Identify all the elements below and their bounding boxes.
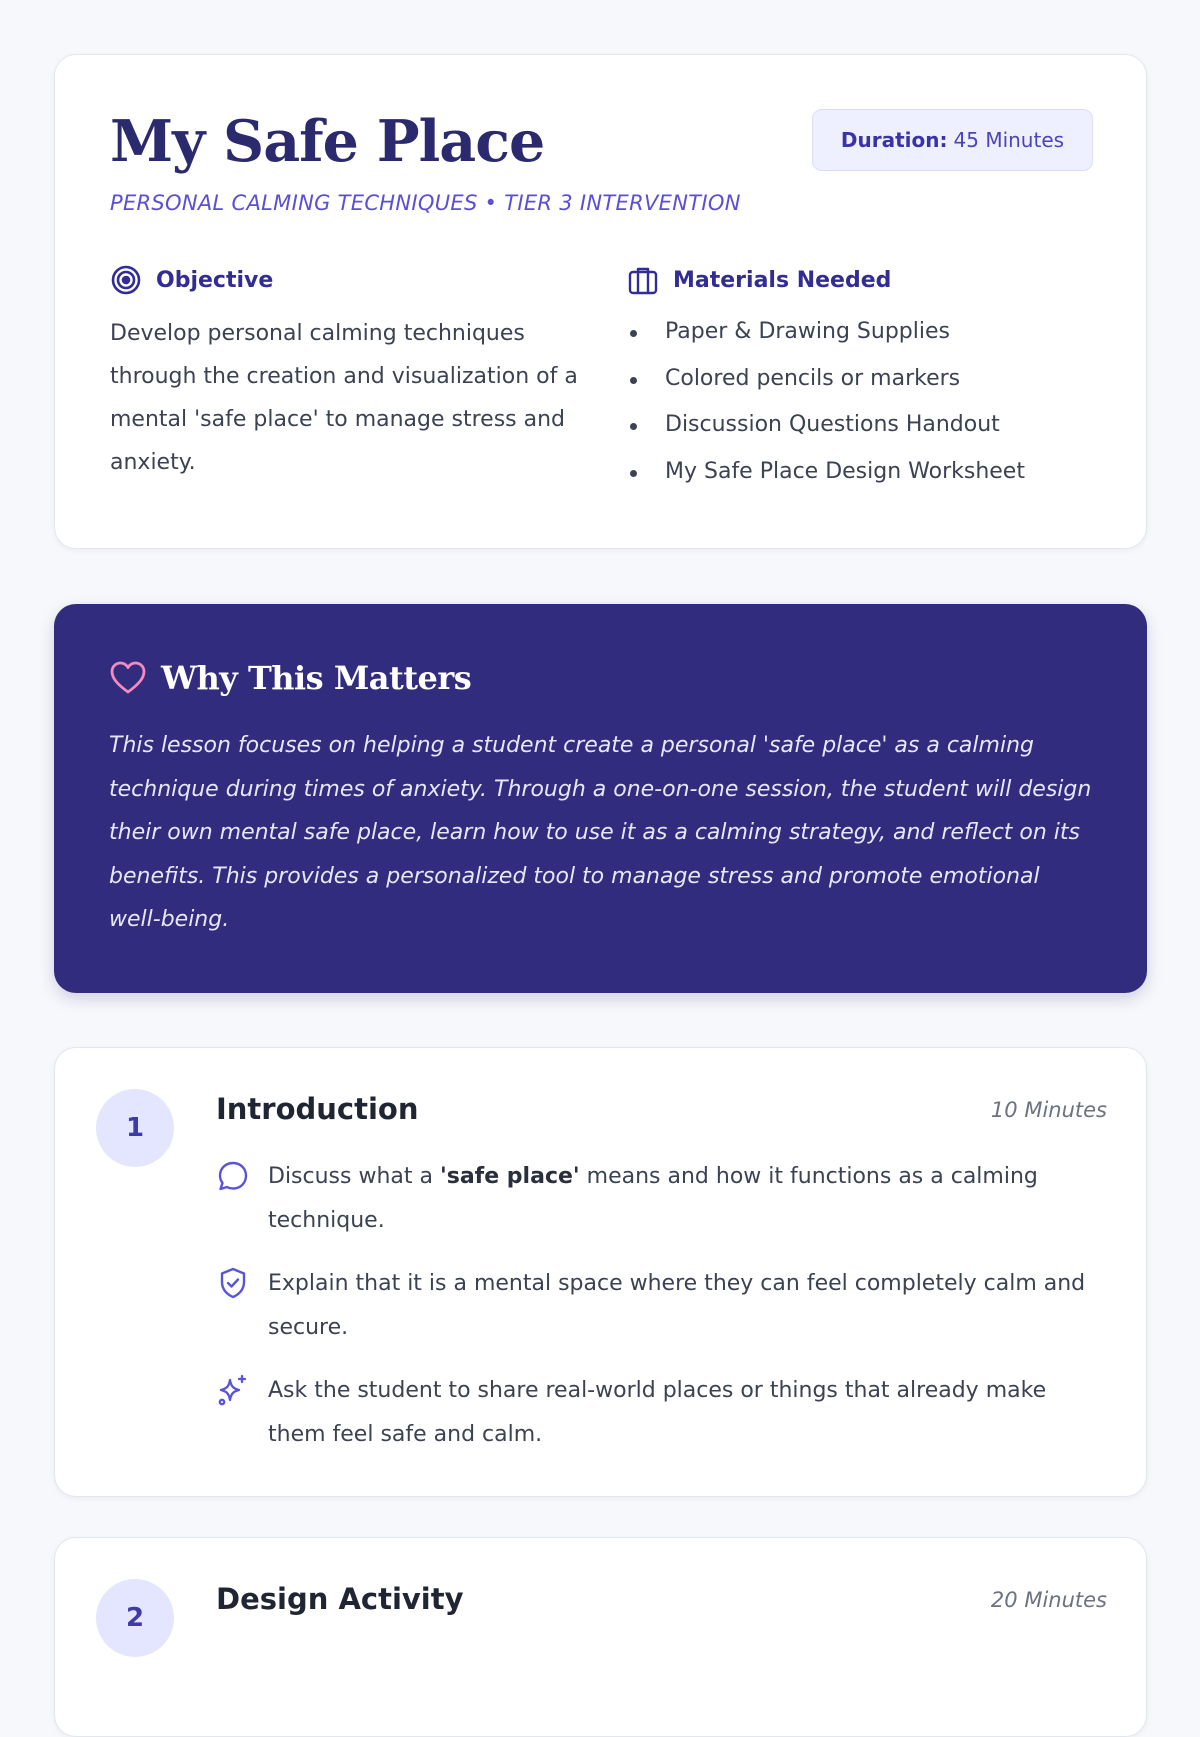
objective-heading [110, 264, 273, 296]
target-icon [110, 264, 142, 296]
step-card [54, 1047, 1147, 1497]
materials-list-item: Discussion Questions Handout [627, 402, 1107, 449]
why-text: This lesson focuses on helping a student create a personal 'safe place' as a calming technique during times of anxiety. Through a one-on-one session, the student will design their own mental safe place, learn how to use it as a calming strategy, and reflect on its benefits. This provides a personalized tool to manage stress and promote emotional well-being. [109, 733, 1092, 932]
lesson-header-card [54, 54, 1147, 549]
objective-text: Develop personal calming techniques through the creation and visualization of a mental 'safe place' to manage stress and anxiety. [110, 321, 578, 475]
step-title: Design Activity [216, 1582, 464, 1616]
sparkles-icon [216, 1373, 250, 1407]
step-title: Introduction [216, 1092, 419, 1126]
objective-heading-label: Objective [156, 267, 274, 293]
step-duration: 20 Minutes [990, 1588, 1107, 1612]
chat-bubble-icon [216, 1159, 250, 1193]
shield-check-icon [216, 1266, 250, 1300]
step-item [216, 1369, 1096, 1456]
why-heading [109, 659, 471, 697]
materials-heading [627, 264, 891, 296]
duration-value: 45 Minutes [953, 128, 1065, 152]
duration-label: Duration: [840, 128, 948, 152]
step-duration: 10 Minutes [990, 1098, 1107, 1122]
why-this-matters-card [54, 604, 1147, 993]
duration-badge [812, 109, 1093, 171]
materials-heading-label: Materials Needed [673, 267, 892, 293]
materials-list [627, 309, 1107, 495]
step-item [216, 1262, 1096, 1349]
page-title: My Safe Place [110, 108, 545, 175]
step-item-text: Ask the student to share real-world places or things that already make them feel safe and calm. [268, 1378, 1047, 1447]
briefcase-icon [627, 264, 659, 296]
step-card [54, 1537, 1147, 1737]
step-item-text: Discuss what a 'safe place' means and how it functions as a calming technique. [268, 1164, 1038, 1233]
step-number-badge: 2 [96, 1579, 174, 1657]
step-number-badge: 1 [96, 1089, 174, 1167]
step-item [216, 1155, 1096, 1242]
materials-list-item: My Safe Place Design Worksheet [627, 449, 1107, 496]
materials-list-item: Colored pencils or markers [627, 356, 1107, 403]
step-item-text: Explain that it is a mental space where they can feel completely calm and secure. [268, 1271, 1086, 1340]
safe-place-term: 'safe place' [439, 1164, 580, 1189]
why-heading-label: Why This Matters [161, 659, 472, 697]
materials-list-item: Paper & Drawing Supplies [627, 309, 1107, 356]
heart-icon [109, 659, 147, 697]
page-subtitle: PERSONAL CALMING TECHNIQUES • TIER 3 INTERVENTION [110, 191, 741, 215]
